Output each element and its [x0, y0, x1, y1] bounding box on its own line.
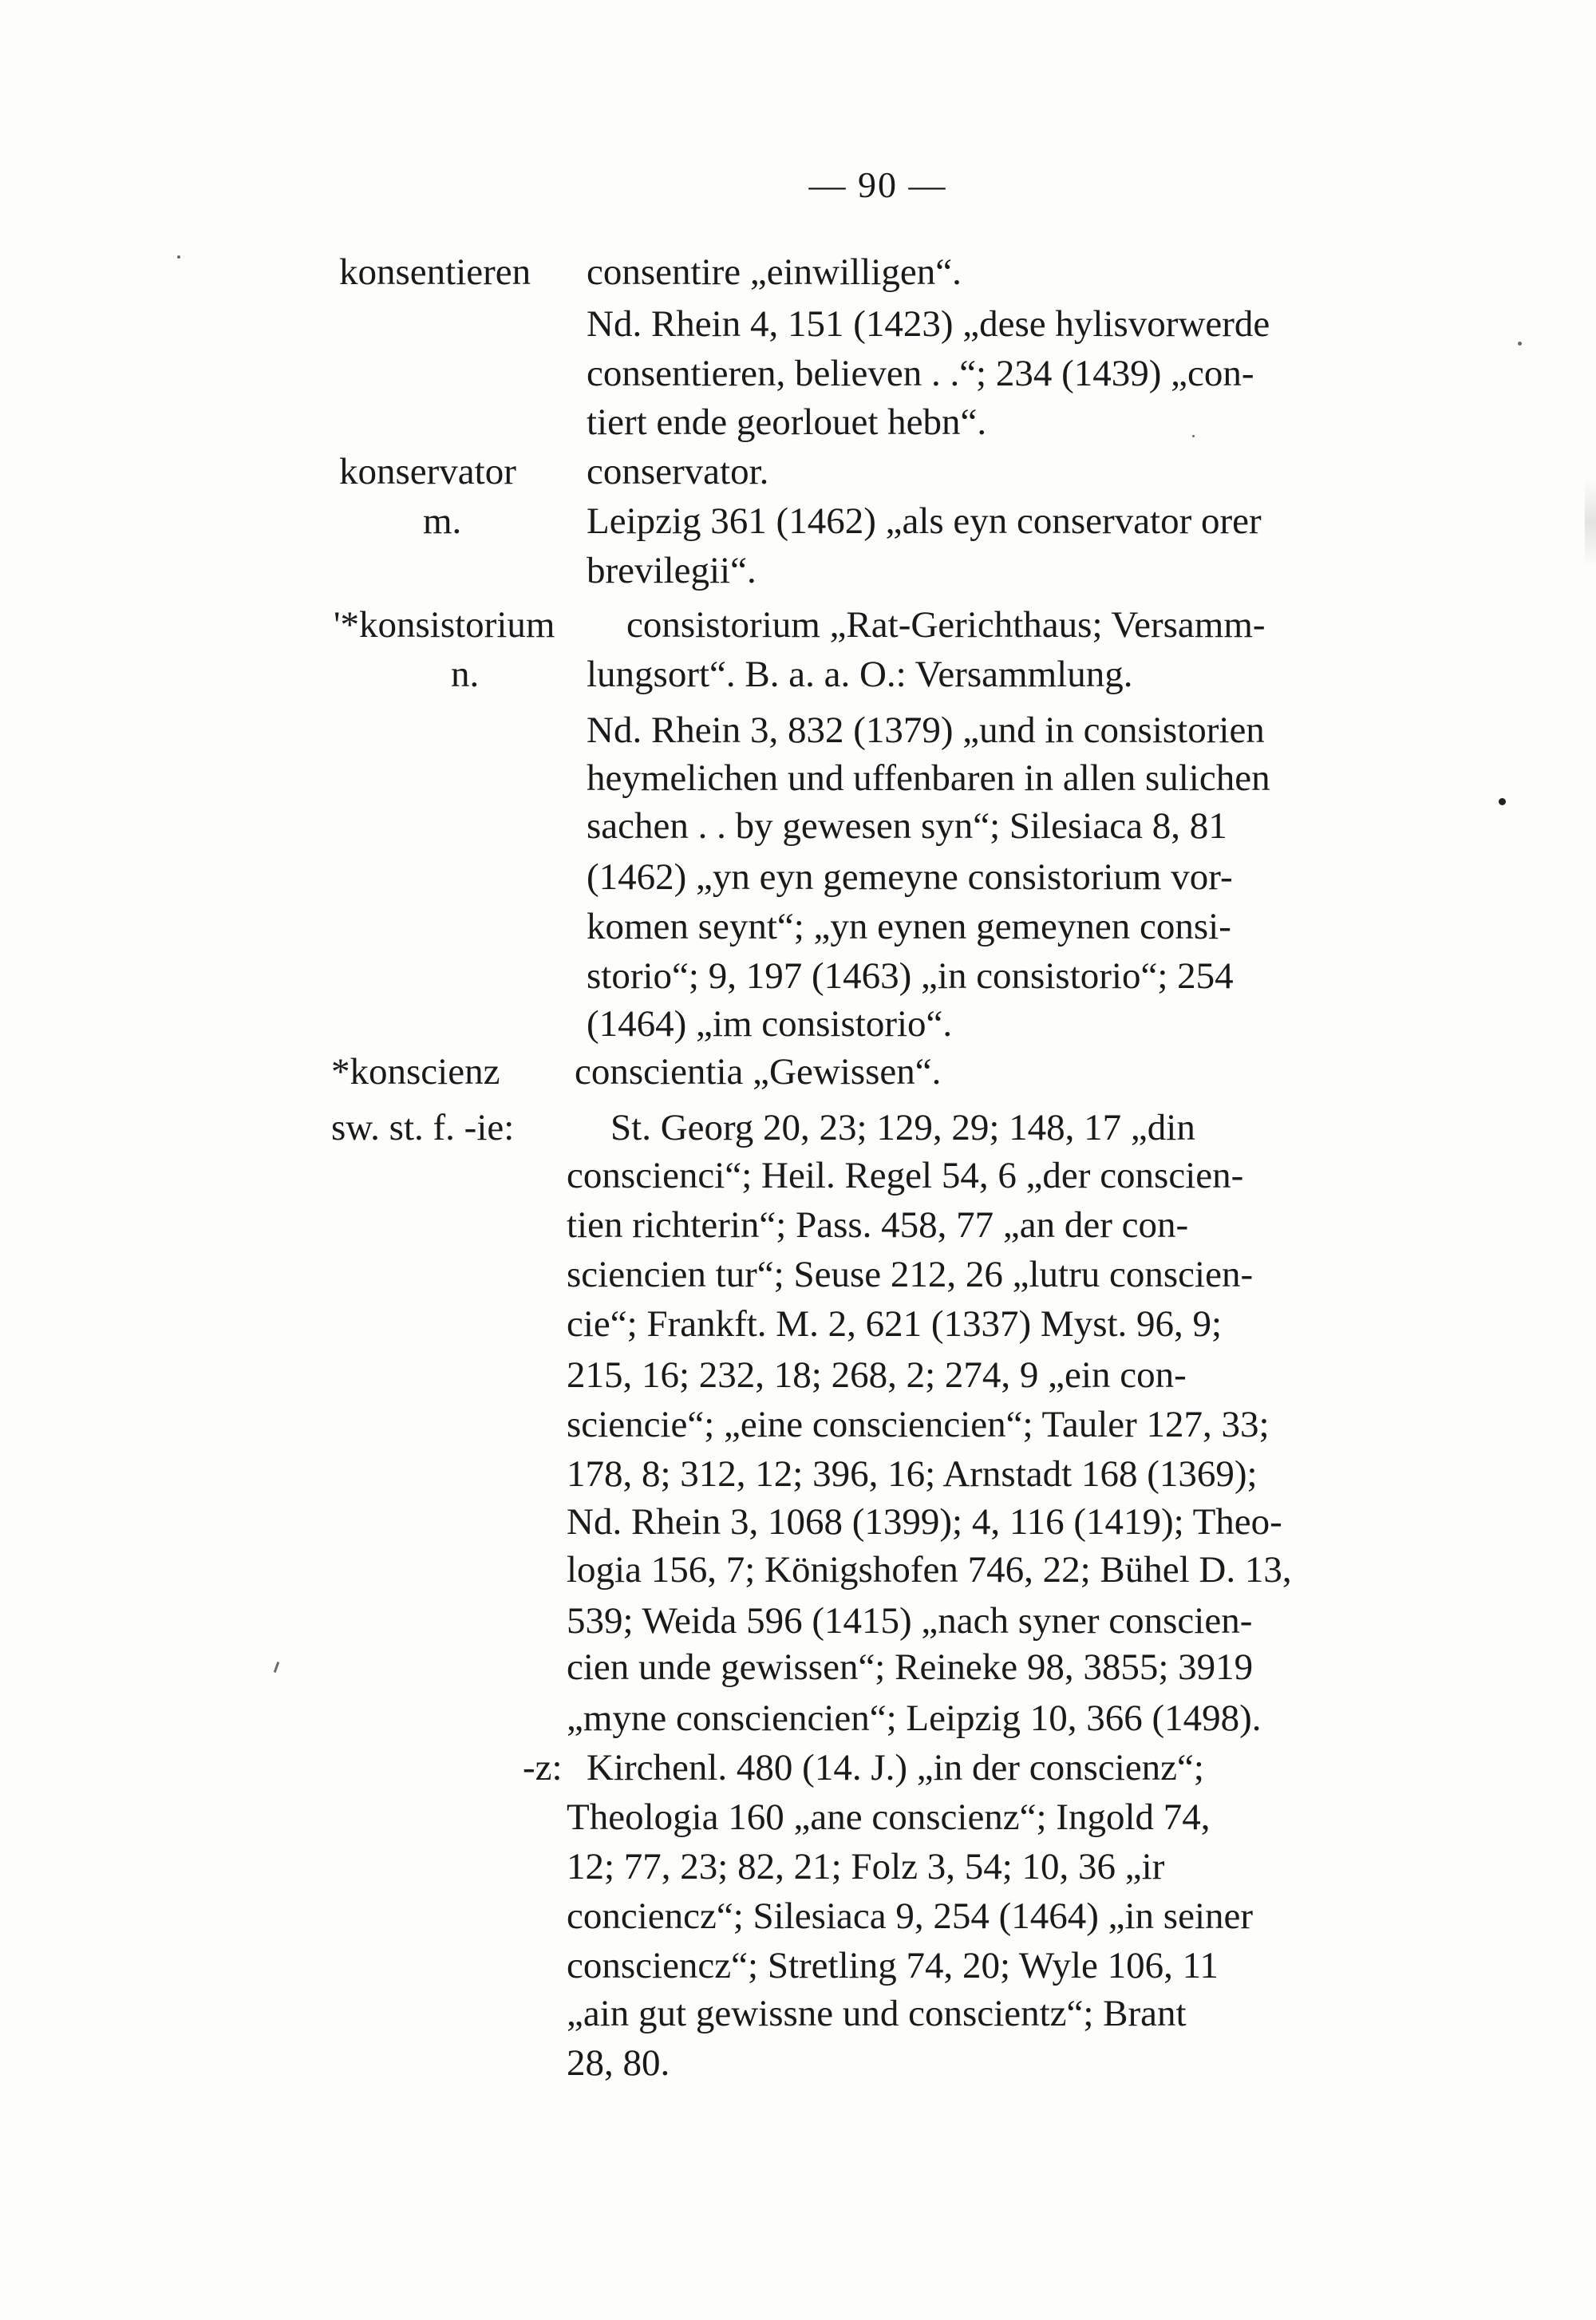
scan-speck — [1192, 435, 1195, 437]
citation-line: sachen . . by gewesen syn“; Silesiaca 8, 81 — [587, 805, 1227, 847]
headword-konsentieren: konsentieren — [339, 251, 531, 293]
citation-line: cie“; Frankft. M. 2, 621 (1337) Myst. 96, 9; — [567, 1303, 1223, 1345]
headword-konsistorium: '*konsistorium — [334, 604, 555, 646]
scan-edge-mark — [1585, 479, 1596, 567]
definition-line: conscientia „Gewissen“. — [575, 1051, 942, 1093]
scan-speck — [1499, 798, 1506, 805]
page-number: — 90 — — [808, 164, 947, 205]
citation-line: komen seynt“; „yn eynen gemeynen consi- — [587, 906, 1231, 947]
grammar-label: sw. st. f. -ie: — [331, 1107, 515, 1148]
citation-line: consentieren, believen . .“; 234 (1439) „con- — [587, 353, 1254, 394]
citation-line: tiert ende georlouet hebn“. — [587, 401, 987, 443]
citation-line: Theologia 160 „ane conscienz“; Ingold 74, — [567, 1796, 1211, 1838]
grammar-label: m. — [423, 500, 462, 542]
citation-line: conciencz“; Silesiaca 9, 254 (1464) „in seiner — [567, 1895, 1254, 1937]
citation-line: St. Georg 20, 23; 129, 29; 148, 17 „din — [610, 1107, 1195, 1148]
headword-konscienz: *konscienz — [331, 1051, 500, 1093]
citation-line: logia 156, 7; Königshofen 746, 22; Bühel D. 13, — [567, 1549, 1292, 1591]
citation-line: „myne consciencien“; Leipzig 10, 366 (1498). — [567, 1698, 1262, 1739]
citation-line: Nd. Rhein 3, 1068 (1399); 4, 116 (1419); Theo- — [567, 1501, 1282, 1543]
citation-line: conscienci“; Heil. Regel 54, 6 „der conscien- — [567, 1155, 1244, 1196]
citation-line: Nd. Rhein 3, 832 (1379) „und in consistorien — [587, 709, 1265, 751]
headword-konservator: konservator — [339, 451, 516, 492]
citation-line: heymelichen und uffenbaren in allen sulichen — [587, 757, 1270, 799]
scan-speck — [274, 1662, 280, 1673]
citation-line: consciencz“; Stretling 74, 20; Wyle 106, 11 — [567, 1945, 1219, 1986]
citation-line: Nd. Rhein 4, 151 (1423) „dese hylisvorwerde — [587, 303, 1270, 345]
citation-line: sciencie“; „eine consciencien“; Tauler 127, 33; — [567, 1404, 1270, 1445]
citation-line: „ain gut gewissne und conscientz“; Brant — [567, 1993, 1187, 2034]
citation-line: 28, 80. — [567, 2042, 670, 2084]
variant-marker: -z: — [523, 1747, 563, 1788]
citation-line: Kirchenl. 480 (14. J.) „in der conscienz“; — [587, 1747, 1204, 1788]
citation-line: brevilegii“. — [587, 550, 757, 591]
definition-line: conservator. — [587, 451, 769, 492]
citation-line: 12; 77, 23; 82, 21; Folz 3, 54; 10, 36 „ir — [567, 1846, 1165, 1887]
citation-line: 215, 16; 232, 18; 268, 2; 274, 9 „ein con- — [567, 1354, 1187, 1396]
citation-line: storio“; 9, 197 (1463) „in consistorio“; 254 — [587, 955, 1234, 997]
definition-line: consistorium „Rat-Gerichthaus; Versamm- — [626, 604, 1266, 646]
citation-line: (1462) „yn eyn gemeyne consistorium vor- — [587, 856, 1233, 898]
citation-line: lungsort“. B. a. a. O.: Versammlung. — [587, 654, 1133, 695]
grammar-label: n. — [451, 654, 480, 695]
citation-line: sciencien tur“; Seuse 212, 26 „lutru conscien- — [567, 1254, 1254, 1295]
citation-line: 178, 8; 312, 12; 396, 16; Arnstadt 168 (1369); — [567, 1453, 1258, 1495]
citation-line: (1464) „im consistorio“. — [587, 1003, 953, 1045]
scan-speck — [177, 255, 180, 259]
citation-line: tien richterin“; Pass. 458, 77 „an der con- — [567, 1204, 1189, 1246]
definition-line: consentire „einwilligen“. — [587, 251, 962, 293]
citation-line: cien unde gewissen“; Reineke 98, 3855; 3919 — [567, 1646, 1254, 1688]
citation-line: Leipzig 361 (1462) „als eyn conservator orer — [587, 500, 1262, 542]
citation-line: 539; Weida 596 (1415) „nach syner conscien- — [567, 1600, 1253, 1642]
scan-speck — [1518, 342, 1522, 346]
